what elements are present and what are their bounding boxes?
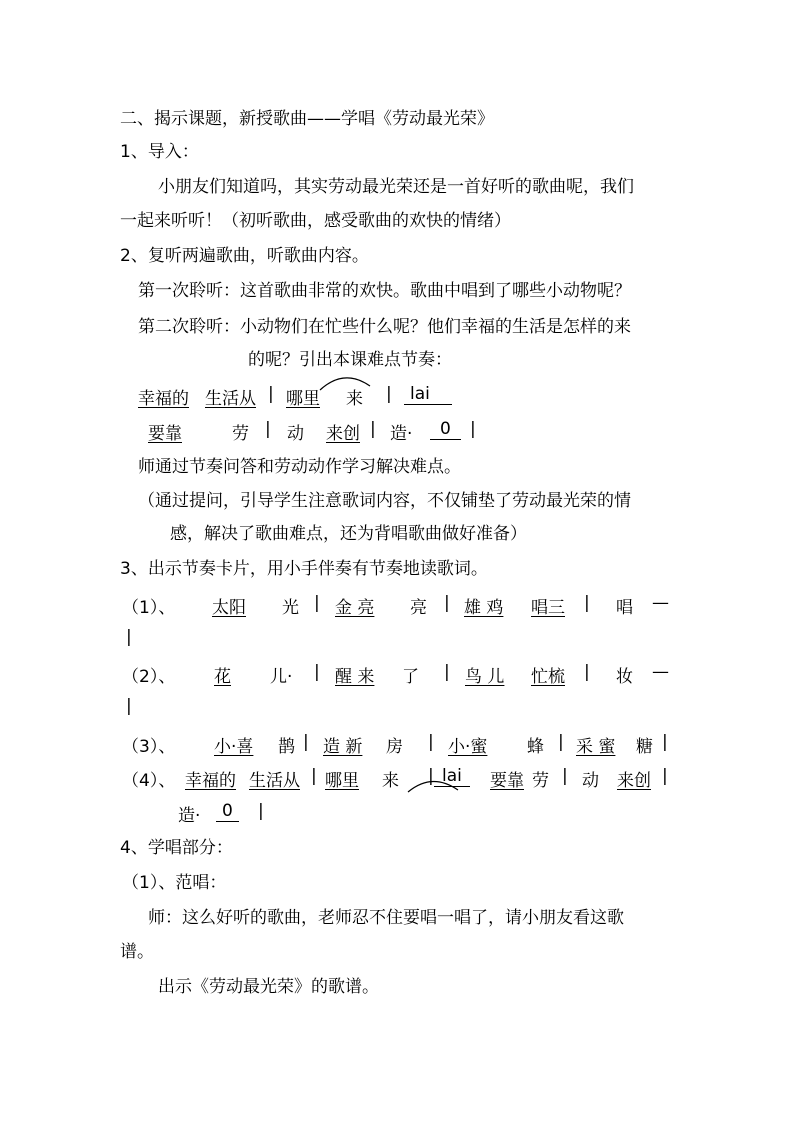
item-number: （1）、 (122, 598, 176, 618)
section-heading: 二、揭示课题，新授歌曲——学唱《劳动最光荣》 (120, 109, 494, 129)
rhythm-note: 金 亮 (335, 598, 375, 618)
bar-line: | (314, 662, 320, 682)
bar-line: | (268, 384, 274, 404)
paragraph-line: 一起来听听！（初听歌曲，感受歌曲的欢快的情绪） (120, 211, 511, 231)
rhythm-note: 小·蜜 (448, 737, 488, 757)
bar-line: | (265, 419, 271, 439)
rhythm-note: 忙梳 (531, 667, 565, 687)
rhythm-note: 醒 来 (335, 667, 375, 687)
bar-line: | (126, 696, 132, 716)
bar-line: | (444, 593, 450, 613)
paragraph-line: 师通过节奏问答和劳动动作学习解决难点。 (138, 457, 461, 477)
bar-line: | (562, 766, 568, 786)
rhythm-note: 雄 鸡 (464, 598, 504, 618)
bar-line: | (444, 662, 450, 682)
rhythm-note: lai (404, 384, 452, 405)
bar-line: | (470, 419, 476, 439)
paragraph-line: （通过提问，引导学生注意歌词内容，不仅铺垫了劳动最光荣的情 (138, 491, 631, 511)
rhythm-note: 太阳 (212, 598, 246, 618)
paragraph-line: 出示《劳动最光荣》的歌谱。 (158, 977, 379, 997)
rhythm-note: 了 (402, 667, 419, 687)
rhythm-note: 生活从 (205, 389, 256, 409)
rhythm-note: 花 (214, 667, 231, 687)
rhythm-note: 来 (382, 771, 399, 791)
rhythm-note: 0 (216, 801, 239, 822)
rhythm-note: 生活从 (249, 771, 300, 791)
section-1-title: 1、导入： (120, 142, 199, 162)
rhythm-note: 儿· (270, 667, 293, 687)
bar-line: | (258, 801, 264, 821)
paragraph-line: 小朋友们知道吗，其实劳动最光荣还是一首好听的歌曲呢，我们 (158, 177, 634, 197)
bar-line: | (386, 384, 392, 404)
rhythm-note: 来创 (326, 424, 360, 444)
paragraph-line: 第一次聆听：这首歌曲非常的欢快。歌曲中唱到了哪些小动物呢？ (138, 281, 631, 301)
rhythm-note: 糖 (636, 737, 653, 757)
subsection-title: （1）、范唱： (122, 873, 227, 893)
item-number: （2）、 (122, 667, 176, 687)
rhythm-note: 鹊 (278, 737, 295, 757)
bar-line: | (662, 732, 668, 752)
bar-line: | (558, 732, 564, 752)
rhythm-note: 唱三 (531, 598, 565, 618)
rhythm-note: 亮 (410, 598, 427, 618)
tie-arc (318, 372, 374, 392)
bar-line: | (370, 419, 376, 439)
rhythm-note: 造· (390, 424, 413, 444)
rhythm-note: 光 (282, 598, 299, 618)
rhythm-note: 动 (287, 424, 304, 444)
item-number: （4）、 (122, 771, 176, 791)
rhythm-note: 小·喜 (214, 737, 254, 757)
rhythm-note: 来 (346, 389, 363, 409)
rhythm-note: 房 (386, 737, 403, 757)
rhythm-note: 造· (178, 806, 201, 826)
paragraph-line: 的呢？引出本课难点节奏： (248, 350, 452, 370)
tie-arc (406, 776, 462, 796)
bar-line: | (662, 766, 668, 786)
rhythm-note: 鸟 儿 (465, 667, 505, 687)
rhythm-note: — (652, 593, 669, 613)
rhythm-note: 蜂 (527, 737, 544, 757)
rhythm-note: 幸福的 (138, 389, 189, 409)
bar-line: | (314, 593, 320, 613)
rhythm-note: 造 新 (323, 737, 363, 757)
bar-line: | (428, 732, 434, 752)
paragraph-line: 第二次聆听：小动物们在忙些什么呢？他们幸福的生活是怎样的来 (138, 317, 631, 337)
rhythm-note: 要靠 (490, 771, 524, 791)
section-3-title: 3、出示节奏卡片，用小手伴奏有节奏地读歌词。 (120, 559, 488, 579)
rhythm-note: 采 蜜 (576, 737, 616, 757)
bar-line: | (584, 662, 590, 682)
rhythm-note: — (652, 662, 669, 682)
rhythm-note: 动 (582, 771, 599, 791)
rhythm-note: 幸福的 (185, 771, 236, 791)
bar-line: | (126, 627, 132, 647)
rhythm-note: 妆 (616, 667, 633, 687)
rhythm-note: 来创 (617, 771, 651, 791)
rhythm-note: 唱 (616, 598, 633, 618)
rhythm-note: 0 (430, 419, 461, 440)
rhythm-note: 哪里 (286, 389, 320, 409)
paragraph-line: 感，解决了歌曲难点，还为背唱歌曲做好准备） (170, 524, 527, 544)
bar-line: | (303, 732, 309, 752)
rhythm-note: 要靠 (148, 424, 182, 444)
rhythm-note: lai (434, 766, 470, 787)
section-4-title: 4、学唱部分： (120, 838, 233, 858)
rhythm-note: 劳 (532, 771, 549, 791)
paragraph-line: 师：这么好听的歌曲，老师忍不住要唱一唱了，请小朋友看这歌 (148, 908, 624, 928)
bar-line: | (428, 766, 434, 786)
section-2-title: 2、复听两遍歌曲，听歌曲内容。 (120, 246, 369, 266)
bar-line: | (311, 766, 317, 786)
item-number: （3）、 (122, 737, 176, 757)
paragraph-line: 谱。 (120, 942, 154, 962)
bar-line: | (584, 593, 590, 613)
rhythm-note: 劳 (232, 424, 249, 444)
rhythm-note: 哪里 (325, 771, 359, 791)
